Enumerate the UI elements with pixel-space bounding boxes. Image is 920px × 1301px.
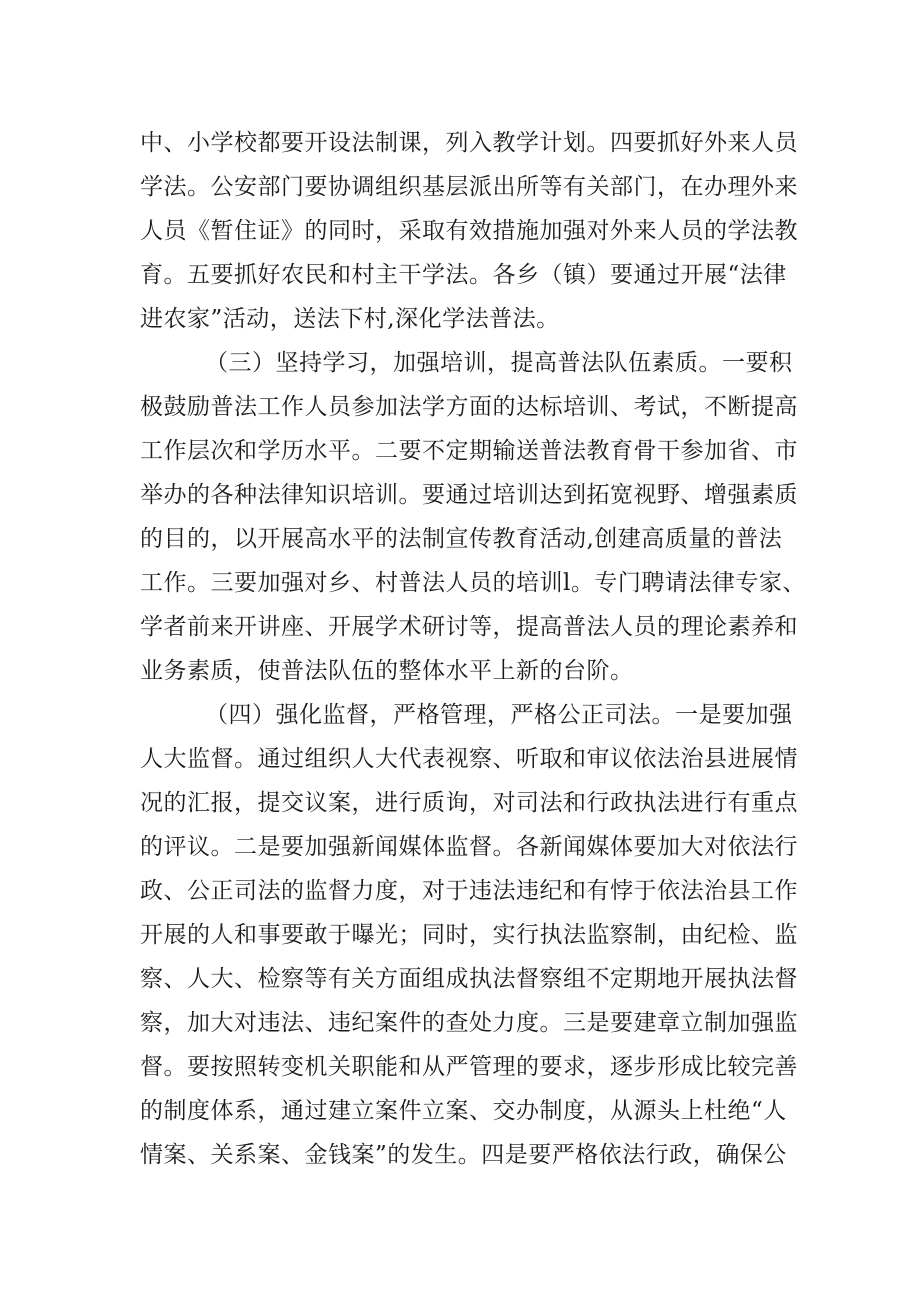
paragraph-line: 的评议。二是要加强新闻媒体监督。各新闻媒体要加大对依法行 [140,834,798,860]
paragraph-line: 察，加大对违法、违纪案件的查处力度。三是要建章立制加强监 [140,1010,798,1036]
paragraph-line: 情案、关系案、金钱案”的发生。四是要严格依法行政，确保公 [140,1142,787,1168]
paragraph-heading-line: （四）强化监督，严格管理，严格公正司法。一是要加强 [205,702,793,728]
paragraph-line: 极鼓励普法工作人员参加法学方面的达标培训、考试，不断提高 [140,394,798,420]
paragraph-line: 人大监督。通过组织人大代表视察、听取和审议依法治县进展情 [140,746,798,772]
paragraph-line: 察、人大、检察等有关方面组成执法督察组不定期地开展执法督 [140,966,798,992]
paragraph-heading-line: （三）坚持学习，加强培训，提高普法队伍素质。一要积 [205,350,793,376]
paragraph-line: 况的汇报，提交议案，进行质询，对司法和行政执法进行有重点 [140,790,798,816]
paragraph-line: 举办的各种法律知识培训。要通过培训达到拓宽视野、增强素质 [140,482,798,508]
paragraph-line: 工作层次和学历水平。二要不定期输送普法教育骨干参加省、市 [140,438,798,464]
paragraph-line: 的制度体系，通过建立案件立案、交办制度，从源头上杜绝“人 [140,1098,787,1124]
paragraph-line: 进农家”活动，送法下村,深化学法普法。 [140,306,560,332]
paragraph-line: 工作。三要加强对乡、村普法人员的培训l。专门聘请法律专家、 [140,570,806,596]
paragraph-line: 政、公正司法的监督力度，对于违法违纪和有悖于依法治县工作 [140,878,798,904]
paragraph-line: 的目的，以开展高水平的法制宣传教育活动,创建高质量的普法 [140,526,783,552]
paragraph-line: 开展的人和事要敢于曝光；同时，实行执法监察制，由纪检、监 [140,922,798,948]
paragraph-line: 业务素质，使普法队伍的整体水平上新的台阶。 [140,658,634,684]
paragraph-line: 学者前来开讲座、开展学术研讨等，提高普法人员的理论素养和 [140,614,798,640]
paragraph-line: 学法。公安部门要协调组织基层派出所等有关部门，在办理外来 [140,174,798,200]
paragraph-line: 人员《暂住证》的同时，采取有效措施加强对外来人员的学法教 [140,218,798,244]
paragraph-line: 中、小学校都要开设法制课，列入教学计划。四要抓好外来人员 [140,130,798,156]
paragraph-line: 督。要按照转变机关职能和从严管理的要求，逐步形成比较完善 [140,1054,798,1080]
paragraph-line: 育。五要抓好农民和村主干学法。各乡（镇）要通过开展“法律 [140,262,787,288]
